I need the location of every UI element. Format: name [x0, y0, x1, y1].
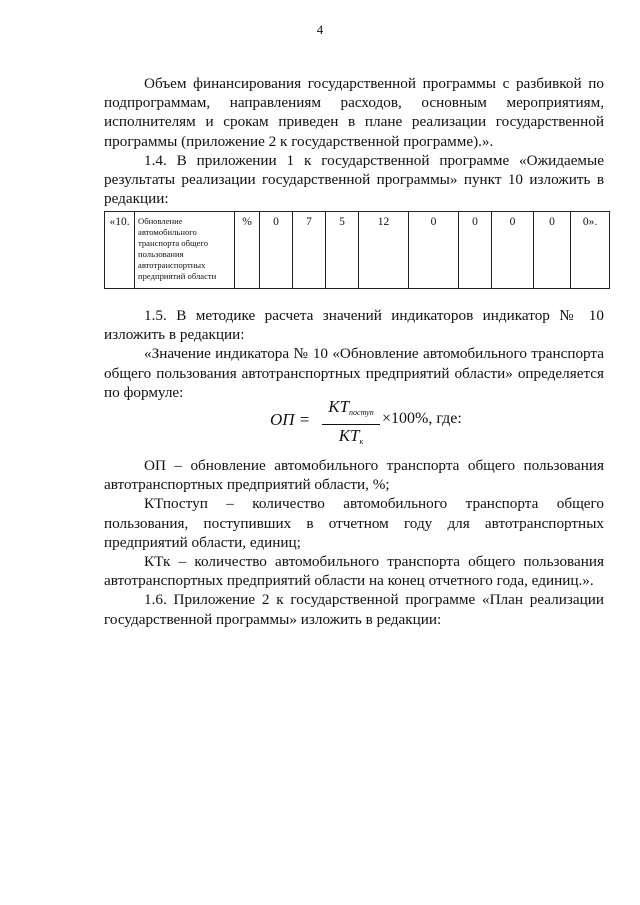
definition-op: ОП – обновление автомобильного транспорта общего пользования автотранспортных предприятий области, %;	[104, 457, 604, 494]
formula-fraction	[322, 397, 380, 452]
table-cell-value: 5	[326, 212, 359, 289]
table-cell-value: 0».	[571, 212, 610, 289]
table-cell-unit: %	[235, 212, 260, 289]
fraction-bar	[322, 424, 380, 425]
mid-text	[104, 306, 604, 402]
paragraph-financing: Объем финансирования государственной программы с разбивкой по подпрограммам, направлениям расходов, основным мероприятиям, исполнителям и срокам приведен в плане реализации государственной программы (приложение 2 к государственной программе).».	[104, 75, 604, 150]
formula-denominator	[322, 426, 380, 452]
table-cell-value: 12	[359, 212, 409, 289]
definition-kt-postup: КТпоступ – количество автомобильного транспорта общего пользования, поступивших в отчетном году для автотранспортных предприятий области, единиц;	[104, 495, 604, 551]
denominator-subscript: к	[359, 437, 364, 446]
table-cell-value: 7	[293, 212, 326, 289]
paragraph-indicator-10: «Значение индикатора № 10 «Обновление автомобильного транспорта общего пользования автотранспортных предприятий области» определяется по формуле:	[104, 345, 604, 401]
page-number: 4	[316, 22, 324, 37]
table-cell-value: 0	[534, 212, 571, 289]
table-cell-value: 0	[409, 212, 459, 289]
table-cell-name: Обновление автомобильного транспорта общего пользования автотранспортных предприятий области	[135, 212, 235, 289]
definition-kt-k: КТк – количество автомобильного транспорта общего пользования автотранспортных предприятий области на конец отчетного года, единиц.».	[104, 553, 604, 590]
table-row	[105, 212, 610, 289]
table-cell-number: «10.	[105, 212, 135, 289]
bottom-text	[104, 456, 604, 629]
paragraph-1-4: 1.4. В приложении 1 к государственной программе «Ожидаемые результаты реализации государственной программы» пункт 10 изложить в редакции:	[104, 151, 604, 208]
formula-rhs: ×100%, где:	[382, 410, 462, 427]
formula-lhs: ОП =	[270, 410, 311, 429]
denominator-main: КТ	[338, 426, 360, 445]
paragraph-1-6: 1.6. Приложение 2 к государственной программе «План реализации государственной программы» изложить в редакции:	[104, 591, 604, 628]
table-cell-value: 0	[260, 212, 293, 289]
top-text	[104, 74, 604, 208]
paragraph-1-5: 1.5. В методике расчета значений индикаторов индикатор № 10 изложить в редакции:	[104, 307, 604, 344]
indicator-table	[104, 211, 610, 289]
formula-numerator	[322, 397, 380, 423]
numerator-main: КТ	[328, 397, 350, 416]
table-cell-value: 0	[459, 212, 492, 289]
table-cell-value: 0	[492, 212, 534, 289]
numerator-subscript: поступ	[349, 408, 374, 417]
formula	[270, 397, 490, 445]
